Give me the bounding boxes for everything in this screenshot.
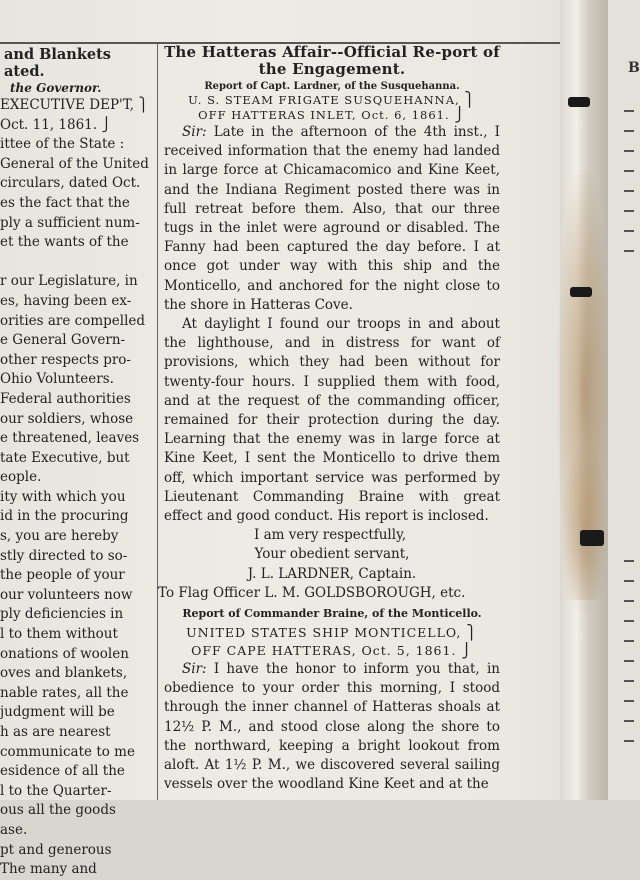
left-body-line: communicate to me xyxy=(0,743,135,760)
left-body-line: ply deficiencies in xyxy=(0,606,124,623)
left-body-line: stly directed to so- xyxy=(0,547,128,564)
left-body-line: judgment will be xyxy=(0,704,115,721)
binding-stitch xyxy=(570,287,592,297)
salutation: Sir: xyxy=(182,124,207,140)
addressee: To Flag Officer L. M. GOLDSBOROUGH, etc. xyxy=(158,584,466,601)
left-headline-line: and Blankets xyxy=(4,46,111,63)
left-body-line: h as are nearest xyxy=(0,724,111,740)
paragraph-3: I am very respectfully, xyxy=(254,527,407,544)
left-body-line: e General Govern- xyxy=(0,332,126,349)
article-headline: The Hatteras Affair--Official Re-port of the Engagement. xyxy=(164,43,500,78)
article-body xyxy=(164,123,500,545)
facing-page-letter: B xyxy=(628,60,640,76)
left-body-line: esidence of all the xyxy=(0,763,125,780)
left-body-line: l to them without xyxy=(0,626,118,643)
left-body-line xyxy=(0,253,155,273)
left-body-line: r our Legislature, in xyxy=(0,273,138,290)
left-body-line: Federal authorities xyxy=(0,390,131,407)
left-body-line: ous all the goods xyxy=(0,802,116,819)
left-body-line: General of the United xyxy=(0,155,149,172)
main-article xyxy=(158,43,500,800)
dateline-place: OFF HATTERAS INLET, Oct. 6, 1861. ⎭ xyxy=(198,107,466,123)
left-body-line: tate Executive, but xyxy=(0,449,130,466)
left-body-line: nable rates, all the xyxy=(0,684,129,701)
binding-stitch xyxy=(568,97,590,107)
closing: Your obedient servant, xyxy=(254,546,410,563)
left-body-line: ittee of the State : xyxy=(0,136,125,153)
report-2-headline: Report of Commander Braine, of the Monticello. xyxy=(182,607,482,621)
paragraph-1-text: Late in the afternoon of the 4th inst., I received information that the enemy had landed in large force at Chicamacomico and Kine Keet, and the Indiana Regiment posted there was in full retreat before them. Also, that our three tugs in the inlet were aground or disabled. The Fanny had been captured the day before. I at once got under way with this ship and the Monticello, and anchored for the night close to the shore in Hatteras Cove. xyxy=(164,124,500,313)
column-divider xyxy=(157,44,158,800)
age-stain-lower xyxy=(560,440,610,600)
left-body-line: es the fact that the xyxy=(0,194,130,211)
salutation-2: Sir: xyxy=(182,661,207,678)
dateline-monticello-text: UNITED STATES SHIP MONTICELLO, xyxy=(186,625,462,641)
left-body-line: onations of woolen xyxy=(0,645,129,662)
paragraph-1 xyxy=(164,123,500,315)
left-body-line: et the wants of the xyxy=(0,234,129,251)
dateline-monticello: UNITED STATES SHIP MONTICELLO, ⎫ xyxy=(186,625,478,642)
dateline-ship-text: U. S. STEAM FRIGATE SUSQUEHANNA, xyxy=(188,93,460,107)
left-body-line: Oct. 11, 1861. ⎭ xyxy=(0,116,112,133)
left-body-line: id in the procuring xyxy=(0,508,129,525)
dateline-cape: OFF CAPE HATTERAS, Oct. 5, 1861. ⎭ xyxy=(191,643,473,660)
facing-page-edge xyxy=(608,0,640,800)
left-body-line: ply a sufficient num- xyxy=(0,214,140,231)
left-subhead: the Governor. xyxy=(10,81,102,95)
left-body-line: our soldiers, whose xyxy=(0,410,134,427)
left-body-line: oves and blankets, xyxy=(0,665,128,682)
left-body-line: eople. xyxy=(0,469,42,486)
left-body-line: ase. xyxy=(0,821,28,838)
left-body-line: s, you are hereby xyxy=(0,528,119,545)
left-headline-line: ated. xyxy=(4,63,45,80)
left-column-article xyxy=(0,46,155,878)
report-2-paragraph-text: I have the honor to inform you that, in obedience to your order this morning, I stood through the inner channel of Hatteras shoals at 12½ P. M., and stood close along the shore to the northward, keeping a bright lookout from aloft. At 1½ P. M., we discovered several sailing vessels over the woodland Kine Keet and at the xyxy=(164,661,500,793)
paragraph-2: At daylight I found our troops in and about the lighthouse, and in distress for want of provisions, which they had been without for twenty-four hours. I supplied them with food, and at the request of the commanding officer, remained for their protection during the day. Learning that the enemy was in large force at Kine Keet, I sent the Monticello to drive them off, which important service was performed by Lieutenant Commanding Braine with great effect and good conduct. His report is inclosed. xyxy=(164,316,500,525)
left-body-line: the people of your xyxy=(0,567,125,584)
left-body-line: Ohio Volunteers. xyxy=(0,371,114,388)
dateline-place-text: OFF HATTERAS INLET, Oct. 6, 1861. xyxy=(198,108,450,122)
left-body-line: circulars, dated Oct. xyxy=(0,175,141,192)
report-2-paragraph xyxy=(164,660,500,794)
dateline-ship: U. S. STEAM FRIGATE SUSQUEHANNA, ⎫ xyxy=(188,92,476,108)
left-body-line: es, having been ex- xyxy=(0,292,132,309)
left-body-lines xyxy=(0,96,155,880)
left-body-line: pt and generous xyxy=(0,841,112,858)
dateline-cape-text: OFF CAPE HATTERAS, Oct. 5, 1861. xyxy=(191,643,457,659)
left-body-line: The many and xyxy=(0,861,97,878)
left-body-line: other respects pro- xyxy=(0,351,131,368)
left-body-line: EXECUTIVE DEP'T, ⎫ xyxy=(0,97,149,113)
left-body-line: orities are compelled xyxy=(0,312,146,329)
report-2-body xyxy=(164,660,500,794)
left-body-line: e threatened, leaves xyxy=(0,430,140,447)
left-body-line: ity with which you xyxy=(0,488,126,505)
article-subhead: Report of Capt. Lardner, of the Susquehanna. xyxy=(204,81,460,92)
left-body-line: l to the Quarter- xyxy=(0,782,112,799)
left-body-line: our volunteers now xyxy=(0,586,133,603)
binding-stitch xyxy=(580,530,604,546)
signature: J. L. LARDNER, Captain. xyxy=(247,565,417,582)
